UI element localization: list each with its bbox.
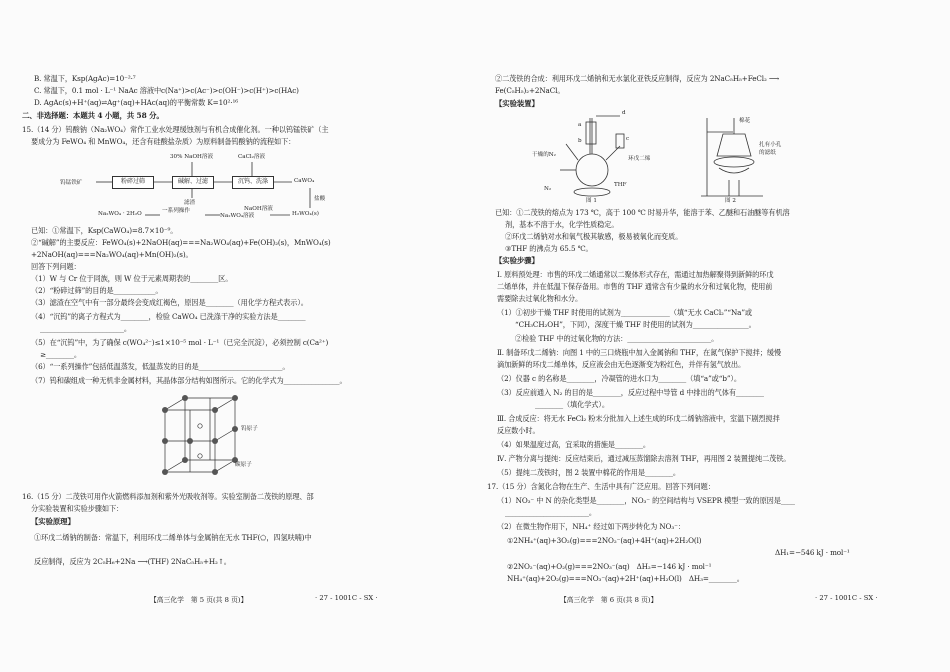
page-6-text-line: （3）反应前通入 N₂ 的目的是________，反应过程中导管 d 中排出的气体有________ (497, 388, 764, 397)
fig1-dry-n2: 干燥的N₂ (532, 152, 556, 158)
page-5-text-line: （4）“沉钨”的离子方程式为________，检验 CaWO₄ 已洗涤干净的实验方法是________ (31, 312, 306, 321)
page-6-text-line: ①2NH₄⁺(aq)+3O₂(g)===2NO₂⁻(aq)+4H⁺(aq)+2H₂O(l) (507, 536, 702, 545)
page-6-text-line: Ⅲ. 合成反应：将无水 FeCl₂ 粉末分批加入上述生成的环戊二烯钠溶液中，室温下剧烈搅拌 (497, 414, 780, 423)
fig1-label-c: c (626, 136, 630, 142)
page-6-text-line: “CH₃CH₂OH”，下同），深度干燥 THF 时使用的试剂为________________。 (515, 320, 756, 329)
page-5-text-line: 【实验原理】 (31, 517, 75, 526)
page-6-text-line: Fe(C₅H₅)₂+2NaCl。 (495, 86, 565, 95)
page-6-footer-code: · 27 - 1001C - SX · (815, 594, 878, 602)
page-6-text-line: 反应数小时。 (497, 426, 540, 435)
page-5-text-line: 二、非选择题：本题共 4 小题，共 58 分。 (22, 111, 164, 120)
fig1-label-d: d (622, 110, 626, 116)
fig1-caption: 图 1 (586, 198, 597, 204)
page-5-text-line: +2NaOH(aq)===Na₂WO₄(aq)+Mn(OH)₂(s)。 (31, 250, 193, 259)
fig2-paper-line1: 扎有小孔 (759, 142, 782, 148)
flow-h2wo4: H₂WO₄(s) (292, 211, 319, 217)
page-6-text-line: Ⅳ. 产物分离与提纯：反应结束后，通过减压蒸馏除去溶剂 THF，再用图 2 装置提纯二茂铁。 (497, 454, 791, 463)
page-5-text-line: （6）“一系列操作”包括低温蒸发，低温蒸发的目的是________________________。 (31, 362, 290, 371)
page-6-text-line: （2）仪器 c 的名称是________，冷凝管的进水口为________（填“a”或“b”）。 (497, 374, 741, 383)
fig1-thf: THF (614, 182, 627, 188)
page-6-footer-title: 【高三化学 第 6 页(共 8 页)】 (560, 596, 658, 604)
apparatus-figure-2 (693, 108, 803, 203)
page-6-text-line: 【实验步骤】 (495, 256, 539, 265)
apparatus-figure-1 (530, 108, 680, 203)
page-6-text-line: 二烯单体，并在低温下保存备用。市售的 THF 通常含有少量的水分和过氧化物，使用前 (497, 282, 773, 291)
page-6-text-line: （4）如果温度过高，宜采取的措施是________。 (497, 440, 650, 449)
page-6-text-line: ③THF 的沸点为 65.5 ℃。 (505, 244, 593, 253)
page-6-text-line: （5）提纯二茂铁时，图 2 装置中棉花的作用是________。 (497, 468, 681, 477)
page-6-text-line: （2）在微生物作用下，NH₄⁺ 经过如下两步转化为 NO₃⁻： (497, 522, 685, 531)
flow-cacl2: CaCl₂溶液 (238, 154, 266, 160)
fig2-paper-line2: 的滤纸 (759, 150, 776, 156)
flow-ops: 一系列操作 (162, 208, 190, 214)
page-6-text-line: 已知：①二茂铁的熔点为 173 ℃，高于 100 ℃ 时易升华，能溶于苯、乙醚和石油醚等有机溶 (495, 208, 790, 217)
fig1-label-a: a (578, 122, 582, 128)
flow-step-grind: 粉碎过筛 (112, 176, 154, 189)
flow-cawo4: CaWO₄ (294, 178, 315, 184)
flow-step-precip: 沉钨、洗涤 (232, 176, 274, 189)
flow-ore: 钨锰铁矿 (60, 180, 83, 186)
page-5-text-line: 反应制得，反应为 2C₅H₆+2Na ⟶(THF) 2NaC₅H₅+H₂↑。 (34, 557, 231, 566)
crystal-lattice (155, 390, 265, 482)
exam-page-6 (475, 0, 950, 672)
page-5-footer-code: · 27 - 1001C - SX · (315, 594, 378, 602)
page-5-text-line: （5）在“沉钨”中，为了确保 c(WO₄²⁻)≤1×10⁻⁵ mol · L⁻¹（已完全沉淀），必须控制 c(Ca²⁺) (31, 338, 329, 347)
fig1-cyclopentadiene: 环戊二烯 (628, 156, 651, 162)
tungsten-atom-label: 钨原子 (241, 426, 258, 432)
page-5-text-line: （2）“粉碎过筛”的目的是____________。 (31, 286, 163, 295)
page-6-text-line: 需要除去过氧化物和水分。 (497, 294, 583, 303)
page-5-text-line: ________________________。 (40, 324, 131, 333)
fig1-n2: N₂ (544, 186, 552, 192)
page-6-text-line: ②检验 THF 中的过氧化物的方法：________________________。 (515, 334, 719, 343)
page-6-text-line: ②环戊二烯钠对水和氧气极其敏感，极易被氧化而变质。 (505, 232, 683, 241)
flow-residue: 滤渣 (184, 200, 196, 206)
page-6-text-line: Ⅰ. 原料预处理：市售的环戊二烯通常以二聚体形式存在，需通过加热解聚得到新鲜的环戊 (497, 270, 774, 279)
page-5-text-line: 分实验装置和实验步骤如下： (31, 504, 124, 513)
page-6-text-line: 滴加新鲜的环戊二烯单体，反应液会由无色逐渐变为粉红色，并伴有氢气放出。 (497, 360, 746, 369)
page-6-text-line: Ⅱ. 制备环戊二烯钠：向图 1 中的三口烧瓶中加入金属钠和 THF，在氮气保护下搅拌；缓慢 (497, 348, 781, 357)
page-5-text-line: 要成分为 FeWO₄ 和 MnWO₄，还含有硅酸盐杂质）为原料制备钨酸钠的流程如下： (31, 137, 296, 146)
page-5-footer-title: 【高三化学 第 5 页(共 8 页)】 (150, 596, 248, 604)
page-6-text-line: ΔH₁=−546 kJ · mol⁻¹ (775, 548, 850, 557)
page-5-text-line: （1）W 与 Cr 位于同族，则 W 位于元素周期表的________区。 (31, 274, 233, 283)
page-6-text-line: 剂，基本不溶于水，化学性质稳定。 (505, 220, 619, 229)
flow-product: Na₂WO₄ · 2H₂O (98, 211, 142, 217)
page-6-text-line: 【实验装置】 (495, 99, 539, 108)
page-5-text-line: D. AgAc(s)+H⁺(aq)⇌Ag⁺(aq)+HAc(aq)的平衡常数 K=10²·¹⁶ (34, 98, 239, 107)
page-5-text-line: 已知：①常温下，Ksp(CaWO₄)=8.7×10⁻⁹。 (31, 226, 178, 235)
carbon-atom-label: 碳原子 (235, 462, 252, 468)
flow-hcl: 盐酸 (314, 196, 326, 202)
page-5-text-line: ①环戊二烯钠的制备：常温下，利用环戊二烯单体与金属钠在无水 THF(⬠，四氢呋喃)中 (34, 533, 312, 542)
page-6-text-line: 17.（15 分）含氮化合物在生产、生活中具有广泛应用。回答下列问题： (487, 482, 715, 491)
page-5-text-line: B. 常温下，Ksp(AgAc)=10⁻²·⁷ (34, 74, 136, 83)
page-5-text-line: 16.（15 分）二茂铁可用作火箭燃料添加剂和紫外光吸收剂等。实验室制备二茂铁的原理、部 (22, 492, 314, 501)
fig2-cotton: 棉花 (739, 118, 751, 124)
page-6-text-line: NH₄⁺(aq)+2O₂(g)===NO₃⁻(aq)+2H⁺(aq)+H₂O(l) ΔH₃=________。 (507, 574, 744, 583)
flow-naoh-top: 30% NaOH溶液 (170, 154, 214, 160)
fig1-label-b: b (578, 138, 582, 144)
process-flowchart (60, 148, 360, 226)
page-5-text-line: 回答下列问题： (31, 262, 81, 271)
fig2-caption: 图 2 (725, 198, 736, 204)
page-6-text-line: （1）NO₃⁻ 中 N 的杂化类型是________，NO₃⁻ 的空间结构与 VSEPR 模型一致的原因是____ (497, 496, 795, 505)
page-5-text-line: ≥________。 (40, 350, 81, 359)
page-5-text-line: （7）钨和碳组成一种无机非金属材料，其晶体部分结构如图所示。它的化学式为________________。 (31, 376, 347, 385)
flow-naoh-bottom: NaOH溶液 (244, 206, 273, 212)
page-6-text-line: ________________________。 (505, 508, 596, 517)
page-6-text-line: ②二茂铁的合成：利用环戊二烯钠和无水氯化亚铁反应制得，反应为 2NaC₅H₅+FeCl₂ ⟶ (495, 74, 780, 83)
flow-na2wo4-sol: Na₂WO₄溶液 (220, 213, 255, 219)
page-5-text-line: （3）滤渣在空气中有一部分最终会变成红褐色，原因是________（用化学方程式表示）。 (31, 298, 308, 307)
page-5-text-line: 15.（14 分）钨酸钠（Na₂WO₄）常作工业水处理缓蚀剂与有机合成催化剂。一种以钨锰铁矿（主 (22, 125, 329, 134)
page-6-text-line: ②2NO₂⁻(aq)+O₂(g)===2NO₃⁻(aq) ΔH₂=−146 kJ · mol⁻¹ (507, 562, 712, 571)
flow-step-alkali: 碱解、过滤 (172, 176, 214, 189)
page-5-text-line: C. 常温下，0.1 mol · L⁻¹ NaAc 溶液中c(Na⁺)>c(Ac⁻)>c(OH⁻)>c(H⁺)>c(HAc) (34, 86, 299, 95)
page-5-text-line: ②“碱解”的主要反应：FeWO₄(s)+2NaOH(aq)===Na₂WO₄(aq)+Fe(OH)₂(s)，MnWO₄(s) (31, 238, 331, 247)
page-6-text-line: ________（填化学式）。 (535, 400, 609, 409)
crystal-structure-figure (155, 390, 265, 482)
page-6-text-line: （1）①初步干燥 THF 时使用的试剂为______________（填“无水 CaCl₂”“Na”或 (497, 308, 752, 317)
